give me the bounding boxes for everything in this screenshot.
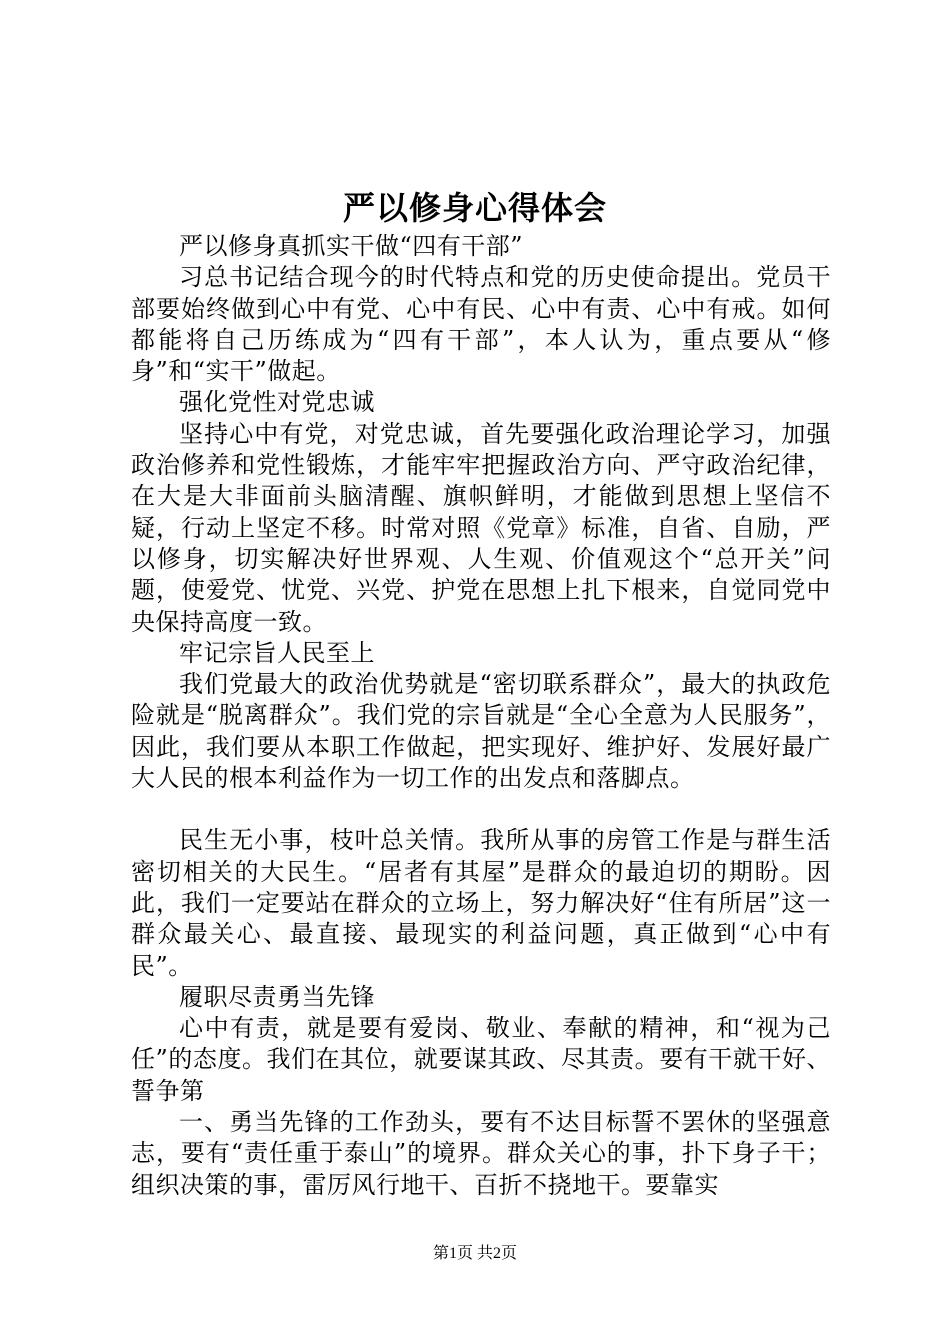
- document-title: 严以修身心得体会: [342, 189, 607, 227]
- body-paragraph: 民生无小事，枝叶总关情。我所从事的房管工作是与群生活密切相关的大民生。“居者有其屋”是群众的最迫切的期盼。因此，我们一定要站在群众的立场上，努力解决好“住有所居”这一群众最关心、最直接、最现实的利益问题，真正做到“心中有民”。: [131, 826, 831, 980]
- section-heading: 牢记宗旨人民至上: [179, 638, 375, 667]
- subtitle-paragraph: 严以修身真抓实干做“四有干部”: [179, 232, 524, 260]
- document-body: [131, 231, 831, 1201]
- body-paragraph: 坚持心中有党，对党忠诚，首先要强化政治理论学习，加强政治修养和党性锻炼，才能牢牢把握政治方向、严守政治纪律，在大是大非面前头脑清醒、旗帜鲜明，才能做到思想上坚信不疑，行动上坚定不移。时常对照《党章》标准，自省、自励，严以修身，切实解决好世界观、人生观、价值观这个“总开关”问题，使爱党、忧党、兴党、护党在思想上扎下根来，自觉同党中央保持高度一致。: [131, 419, 831, 636]
- body-paragraph: 心中有责，就是要有爱岗、敬业、奉献的精神，和“视为己任”的态度。我们在其位，就要谋其政、尽其责。要有干就干好、誓争第: [131, 1014, 831, 1105]
- body-paragraph: 一、勇当先锋的工作劲头，要有不达目标誓不罢休的坚强意志，要有“责任重于泰山”的境界。群众关心的事，扑下身子干；组织决策的事，雷厉风行地干、百折不挠地干。要靠实: [131, 1108, 831, 1199]
- body-paragraph: 习总书记结合现今的时代特点和党的历史使命提出。党员干部要始终做到心中有党、心中有民、心中有责、心中有戒。如何都能将自己历练成为“四有干部”，本人认为，重点要从“修身”和“实干”做起。: [131, 263, 831, 386]
- section-heading: 履职尽责勇当先锋: [179, 982, 375, 1011]
- body-paragraph: 我们党最大的政治优势就是“密切联系群众”，最大的执政危险就是“脱离群众”。我们党的宗旨就是“全心全意为人民服务”，因此，我们要从本职工作做起，把实现好、维护好、发展好最广大人民的根本利益作为一切工作的出发点和落脚点。: [131, 670, 831, 793]
- section-heading: 强化党性对党忠诚: [179, 388, 375, 417]
- page-number: 第1页 共2页: [432, 1245, 517, 1262]
